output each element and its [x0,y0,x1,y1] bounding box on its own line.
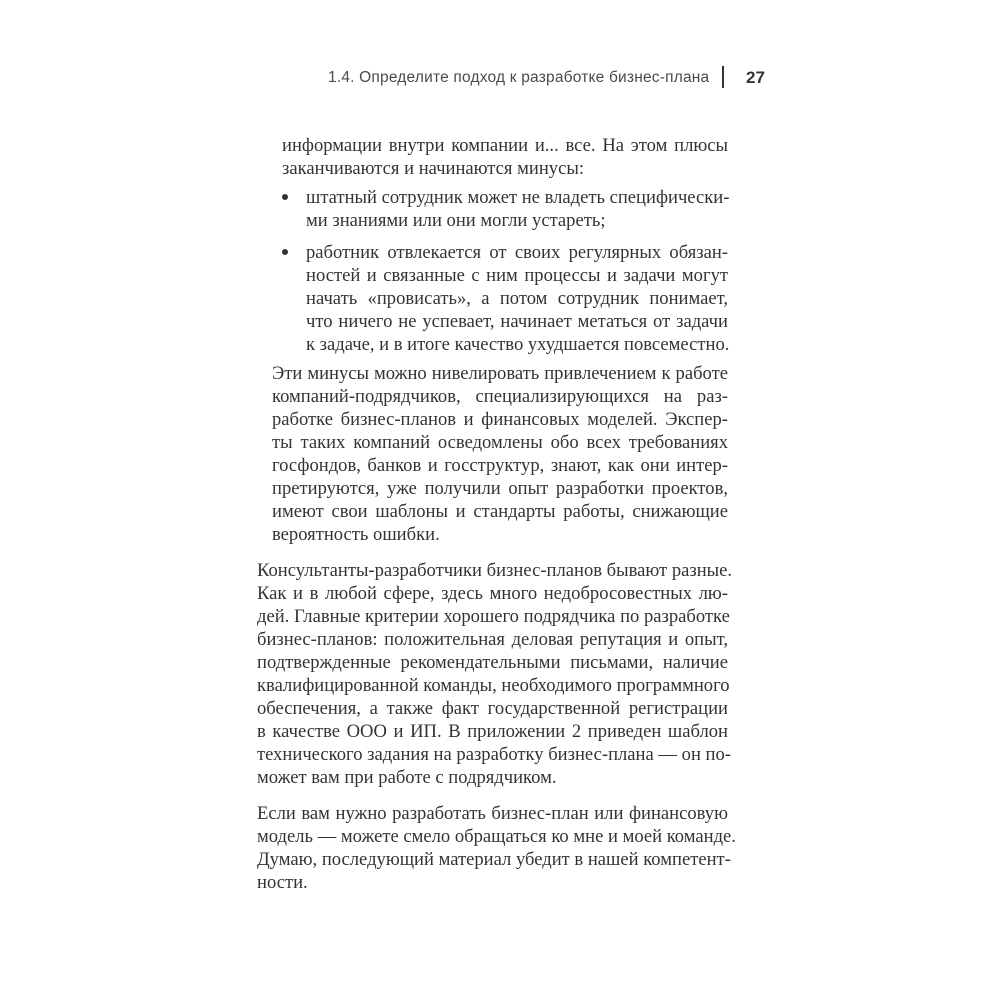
text-line: к задаче, и в итоге качество ухудшается повсеместно. [306,333,730,355]
section-title: 1.4. Определите подход к разработке бизнес-плана [328,69,710,86]
text-line: дей. Главные критерии хорошего подрядчика по разработке [257,605,730,627]
text-line: Думаю, последующий материал убедит в нашей компетент- [257,848,731,870]
bullet-icon [282,249,288,255]
text-line: заканчиваются и начинаются минусы: [282,157,584,179]
text-line: госфондов, банков и госструктур, знают, как они интер- [272,454,728,476]
text-line: ми знаниями или они могли устареть; [306,209,606,231]
text-line: претируются, уже получили опыт разработки проектов, [272,477,728,499]
text-line: Консультанты-разработчики бизнес-планов бывают разные. [257,559,733,581]
text-line: штатный сотрудник может не владеть специфически- [306,186,730,208]
text-line: Если вам нужно разработать бизнес-план или финансовую [257,802,728,824]
text-line: ты таких компаний осведомлены обо всех требованиях [272,431,728,453]
text-line: в качестве ООО и ИП. В приложении 2 приведен шаблон [257,720,728,742]
text-line: подтвержденные рекомендательными письмами, наличие [257,651,728,673]
text-line: что ничего не успевает, начинает метаться от задачи [306,310,728,332]
text-line: ности. [257,871,308,893]
text-line: имеют свои шаблоны и стандарты работы, снижающие [272,500,728,522]
text-line: Как и в любой сфере, здесь много недобросовестных лю- [257,582,728,604]
text-line: ностей и связанные с ним процессы и задачи могут [306,264,728,286]
text-line: квалифицированной команды, необходимого программного [257,674,730,696]
text-line: может вам при работе с подрядчиком. [257,766,557,788]
page-number: 27 [746,68,765,87]
text-line: модель — можете смело обращаться ко мне и моей команде. [257,825,736,847]
text-line: бизнес-планов: положительная деловая репутация и опыт, [257,628,728,650]
text-line: вероятность ошибки. [272,523,440,545]
text-line: начать «провисать», а потом сотрудник понимает, [306,287,728,309]
bullet-icon [282,194,288,200]
text-line: информации внутри компании и... все. На этом плюсы [282,134,728,156]
header-divider [722,66,724,88]
text-line: Эти минусы можно нивелировать привлечением к работе [272,362,728,384]
text-line: технического задания на разработку бизнес-плана — он по- [257,743,731,765]
text-line: работке бизнес-планов и финансовых моделей. Экспер- [272,408,728,430]
text-line: обеспечения, а также факт государственной регистрации [257,697,728,719]
text-line: работник отвлекается от своих регулярных обязан- [306,241,728,263]
text-line: компаний-подрядчиков, специализирующихся на раз- [272,385,728,407]
